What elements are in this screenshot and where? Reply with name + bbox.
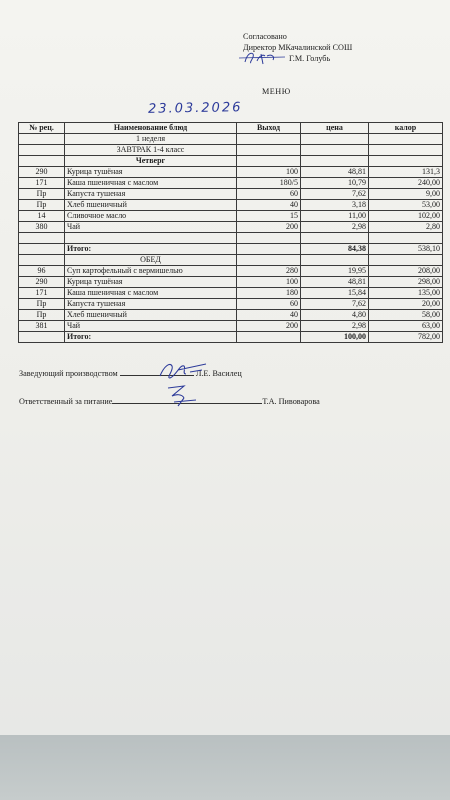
total-calories: 538,10 [369,244,443,255]
dish-calories: 2,80 [369,222,443,233]
table-row [19,178,443,189]
dish-output: 15 [237,211,301,222]
week-row [19,134,443,145]
dish-price: 48,81 [301,277,369,288]
dish-name: Чай [65,222,237,233]
empty-cell [237,255,301,266]
recipe-number: 171 [19,288,65,299]
approval-director: Директор МКачалинской СОШ [243,43,353,52]
dish-calories: 63,00 [369,321,443,332]
dish-calories: 102,00 [369,211,443,222]
dish-name: Сливочное масло [65,211,237,222]
col-price: цена [301,123,369,134]
dish-name: Каша пшеничная с маслом [65,178,237,189]
dish-calories: 208,00 [369,266,443,277]
table-row [19,167,443,178]
dish-name: Курица тушёная [65,167,237,178]
dish-name: Суп картофельный с вермишелью [65,266,237,277]
table-row [19,299,443,310]
total-price: 84,38 [301,244,369,255]
dish-output: 200 [237,321,301,332]
dish-price: 7,62 [301,189,369,200]
empty-cell [237,233,301,244]
dish-calories: 53,00 [369,200,443,211]
empty-cell [19,332,65,343]
lunch-title-row [19,255,443,266]
dish-price: 11,00 [301,211,369,222]
dish-calories: 298,00 [369,277,443,288]
empty-cell [65,233,237,244]
recipe-number: 290 [19,167,65,178]
dish-output: 100 [237,167,301,178]
total-label: Итого: [65,244,237,255]
dish-price: 2,98 [301,321,369,332]
table-header-row [19,123,443,134]
dish-calories: 240,00 [369,178,443,189]
lunch-total-row [19,332,443,343]
recipe-number: 290 [19,277,65,288]
recipe-number: 14 [19,211,65,222]
dish-name: Чай [65,321,237,332]
dish-name: Капуста тушеная [65,299,237,310]
dish-price: 4,80 [301,310,369,321]
empty-cell [237,244,301,255]
recipe-number: Пр [19,299,65,310]
responsible-name: Т.А. Пивоварова [262,397,320,406]
dish-calories: 58,00 [369,310,443,321]
total-calories: 782,00 [369,332,443,343]
day-label: Четверг [65,156,237,167]
recipe-number: Пр [19,310,65,321]
table-row [19,189,443,200]
recipe-number: 380 [19,222,65,233]
col-calories: калор [369,123,443,134]
dish-name: Капуста тушеная [65,189,237,200]
table-row [19,222,443,233]
dish-output: 180/5 [237,178,301,189]
dish-output: 100 [237,277,301,288]
col-dish: Наименование блюд [65,123,237,134]
empty-cell [369,233,443,244]
empty-cell [237,332,301,343]
recipe-number: Пр [19,189,65,200]
dish-output: 60 [237,299,301,310]
handwritten-date: 23.03.2026 [147,100,243,117]
dish-output: 40 [237,200,301,211]
dish-price: 10,79 [301,178,369,189]
dish-output: 40 [237,310,301,321]
approval-name: Г.М. Голубь [289,54,331,63]
total-label: Итого: [65,332,237,343]
table-row [19,288,443,299]
breakfast-title-row [19,145,443,156]
page-title: МЕНЮ [262,87,291,96]
dish-name: Хлеб пшеничный [65,310,237,321]
empty-cell [369,255,443,266]
empty-cell [301,233,369,244]
breakfast-title: ЗАВТРАК 1-4 класс [65,145,237,156]
head-name: Л.Е. Василец [195,369,242,378]
col-recipe: № рец. [19,123,65,134]
recipe-number: 381 [19,321,65,332]
table-row [19,211,443,222]
empty-cell [19,255,65,266]
lunch-title: ОБЕД [65,255,237,266]
recipe-number: 171 [19,178,65,189]
dish-price: 3,18 [301,200,369,211]
dish-output: 200 [237,222,301,233]
head-label: Заведующий производством [19,369,118,378]
table-surface [0,735,450,800]
menu-table [18,122,443,343]
table-row [19,200,443,211]
total-price: 100,00 [301,332,369,343]
dish-price: 2,98 [301,222,369,233]
responsible-signature [160,380,210,410]
approval-label: Согласовано [243,32,287,41]
dish-output: 180 [237,288,301,299]
dish-calories: 20,00 [369,299,443,310]
col-output: Выход [237,123,301,134]
dish-output: 60 [237,189,301,200]
breakfast-total-row [19,244,443,255]
day-row [19,156,443,167]
empty-cell [301,255,369,266]
dish-name: Каша пшеничная с маслом [65,288,237,299]
table-row [19,277,443,288]
dish-name: Курица тушёная [65,277,237,288]
dish-name: Хлеб пшеничный [65,200,237,211]
dish-calories: 131,3 [369,167,443,178]
responsible-label: Ответственный за питание [19,397,113,406]
director-signature [237,48,289,70]
recipe-number: 96 [19,266,65,277]
table-row [19,266,443,277]
spacer-row [19,233,443,244]
dish-price: 48,81 [301,167,369,178]
dish-price: 19,95 [301,266,369,277]
empty-cell [19,233,65,244]
recipe-number: Пр [19,200,65,211]
dish-price: 15,84 [301,288,369,299]
dish-price: 7,62 [301,299,369,310]
dish-output: 280 [237,266,301,277]
empty-cell [19,244,65,255]
week-label: 1 неделя [65,134,237,145]
dish-calories: 9,00 [369,189,443,200]
table-row [19,321,443,332]
table-row [19,310,443,321]
dish-calories: 135,00 [369,288,443,299]
